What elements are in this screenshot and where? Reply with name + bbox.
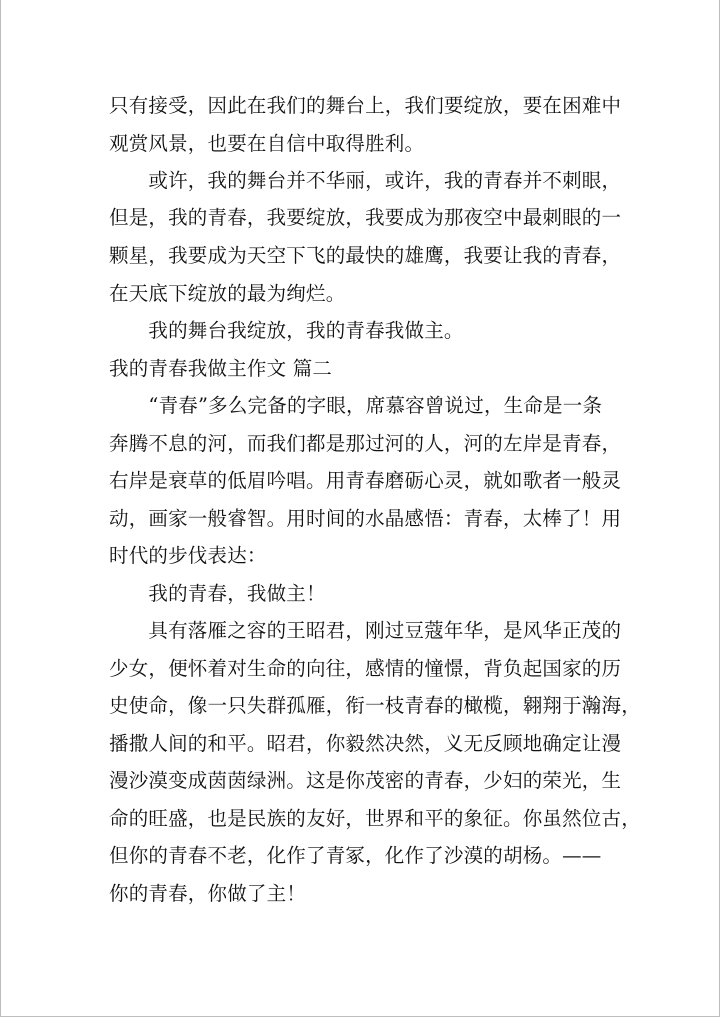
text-line: 史使命，像一只失群孤雁，衔一枝青春的橄榄，翱翔于瀚海， [109, 694, 641, 717]
text-line: 但是，我的青春，我要绽放，我要成为那夜空中最刺眼的一 [109, 206, 622, 229]
text-line: 你的青春，你做了主！ [109, 882, 307, 905]
text-line: 但你的青春不老，化作了青冢，化作了沙漠的胡杨。—— [109, 844, 602, 867]
text-line: 右岸是衰草的低眉吟唱。用青春磨砺心灵，就如歌者一般灵 [109, 469, 622, 492]
text-line: 观赏风景，也要在自信中取得胜利。 [109, 132, 425, 155]
text-line: 具有落雁之容的王昭君，刚过豆蔻年华，是风华正茂的 [109, 619, 622, 642]
section-heading: 我的青春我做主作文 篇二 [109, 357, 333, 380]
text-line: 我的青春，我做主！ [109, 582, 326, 605]
text-line: “青春”多么完备的字眼，席慕容曾说过，生命是一条 [109, 394, 603, 417]
text-line: 或许，我的舞台并不华丽，或许，我的青春并不刺眼， [109, 169, 622, 192]
text-line: 播撒人间的和平。昭君，你毅然决然，义无反顾地确定让漫 [109, 732, 622, 755]
text-line: 在天底下绽放的最为绚烂。 [109, 282, 346, 305]
text-line: 奔腾不息的河，而我们都是那过河的人，河的左岸是青春， [109, 432, 622, 455]
text-line: 动，画家一般睿智。用时间的水晶感悟：青春，太棒了！用 [109, 507, 622, 530]
text-line: 命的旺盛，也是民族的友好，世界和平的象征。你虽然位古， [109, 807, 641, 830]
text-line: 少女，便怀着对生命的向往，感情的憧憬，背负起国家的历 [109, 657, 622, 680]
text-line: 颗星，我要成为天空下飞的最快的雄鹰，我要让我的青春， [109, 244, 622, 267]
text-line: 时代的步伐表达： [109, 544, 267, 567]
text-line: 漫沙漠变成茵茵绿洲。这是你茂密的青春，少妇的荣光，生 [109, 769, 622, 792]
text-line: 只有接受，因此在我们的舞台上，我们要绽放，要在困难中 [109, 94, 622, 117]
text-line: 我的舞台我绽放，我的青春我做主。 [109, 319, 464, 342]
